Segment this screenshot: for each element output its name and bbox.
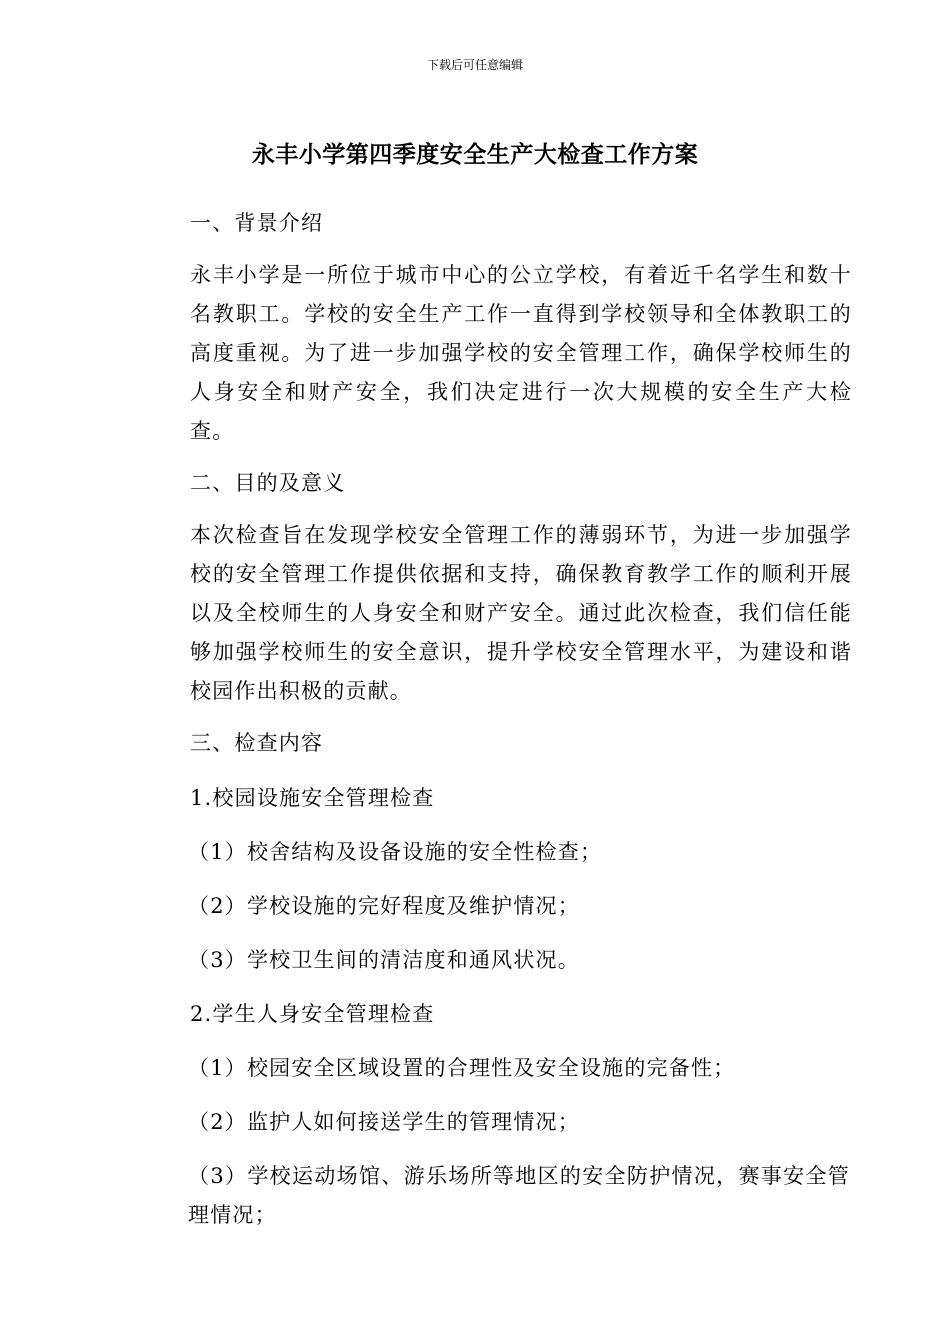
subsection-title-facilities: 1.校园设施安全管理检查 (190, 786, 435, 810)
document-title: 永丰小学第四季度安全生产大检查工作方案 (251, 142, 699, 168)
list-item: （1）校舍结构及设备设施的安全性检查； (188, 840, 603, 864)
header-note: 下载后可任意编辑 (426, 58, 523, 72)
list-item: （1）校园安全区域设置的合理性及安全设施的完备性； (188, 1056, 736, 1080)
section-heading-content: 三、检查内容 (190, 731, 324, 755)
list-item: （3）学校卫生间的清洁度和通风状况。 (188, 948, 580, 972)
list-item: （3）学校运动场馆、游乐场所等地区的安全防护情况，赛事安全管理情况； (188, 1164, 850, 1227)
section-heading-purpose: 二、目的及意义 (190, 471, 346, 495)
list-item: （2）学校设施的完好程度及维护情况； (188, 894, 580, 918)
subsection-title-student-safety: 2.学生人身安全管理检查 (190, 1002, 435, 1026)
list-item: （2）监护人如何接送学生的管理情况； (188, 1110, 580, 1134)
paragraph-background: 永丰小学是一所位于城市中心的公立学校，有着近千名学生和数十名教职工。学校的安全生产工作一直得到学校领导和全体教职工的高度重视。为了进一步加强学校的安全管理工作，确保学校师生的人身安全和财产安全，我们决定进行一次大规模的安全生产大检查。 (190, 263, 852, 443)
section-heading-background: 一、背景介绍 (190, 211, 324, 235)
paragraph-purpose: 本次检查旨在发现学校安全管理工作的薄弱环节，为进一步加强学校的安全管理工作提供依据和支持，确保教育教学工作的顺利开展以及全校师生的人身安全和财产安全。通过此次检查，我们信任能够加强学校师生的安全意识，提升学校安全管理水平，为建设和谐校园作出积极的贡献。 (190, 523, 852, 703)
